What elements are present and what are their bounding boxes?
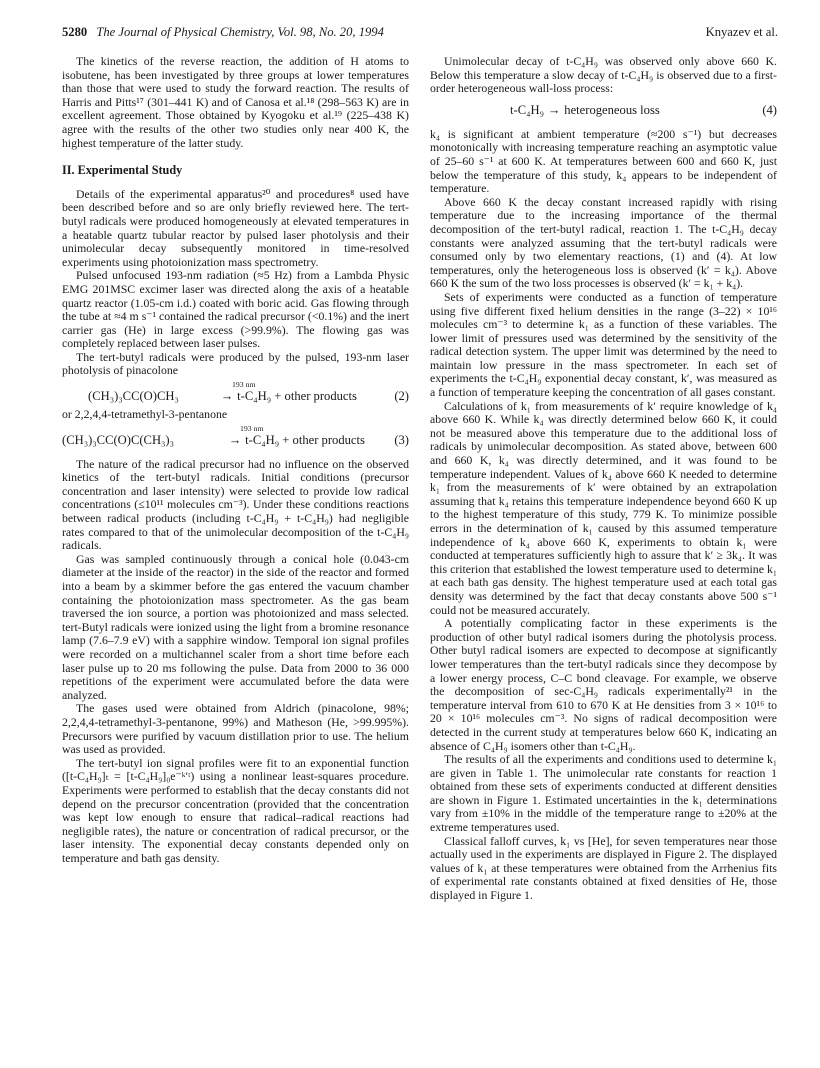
equation-4-rhs: heterogeneous loss <box>564 103 660 118</box>
equation-4-body <box>510 104 660 118</box>
header-left <box>62 24 384 40</box>
paragraph-or: or 2,2,4,4-tetramethyl-3-pentanone <box>62 407 228 422</box>
equation-3-label: 193 nm <box>240 423 264 433</box>
equation-2 <box>62 378 409 408</box>
paragraph-produced: The tert-butyl radicals were produced by the pulsed, 193-nm laser photolysis of pinacolone <box>62 349 409 378</box>
equation-2-number: (2) <box>394 389 409 404</box>
equation-4-lhs: t-C₄H₉ <box>510 103 544 118</box>
equation-3-arrow-rhs <box>228 434 365 448</box>
right-column <box>430 55 777 903</box>
header-authors: Knyazev et al. <box>705 25 778 39</box>
equation-3-lhs: (CH₃)₃CC(O)C(CH₃)₃ <box>62 433 175 448</box>
reaction-arrow-icon: → <box>228 433 242 448</box>
paragraph-nature: The nature of the radical precursor had no influence on the observed kinetics of the tert-butyl radicals. Initial conditions (precursor concentration and laser intensity) were selected to provide low radical concentrations (≤10¹¹ molecules cm⁻³). Under these conditions reactions between radical products (including t-C₄H₉ + t-C₄H₉) had negligible rates compared to that of the unimolecular decomposition of the t-C₄H₉ radicals. <box>62 456 409 553</box>
reaction-arrow-icon: → <box>547 103 561 118</box>
equation-4 <box>430 102 777 122</box>
equation-4-number: (4) <box>762 103 777 118</box>
paragraph-reverse-reaction: The kinetics of the reverse reaction, the addition of H atoms to isobutene, has been investigated by three groups at lower temperatures than those that were used to study the forward reaction. The results of Harris and Pitts¹⁷ (301–441 K) and of Canosa et al.¹⁸ (298–563 K) are in excellent agreement. Those obtained by Kyogoku et al.¹⁹ (225–438 K) agree with the results of the other two studies only near 400 K, the highest temperature of the latter study. <box>62 54 409 150</box>
equation-2-rhs: t-C₄H₉ + other products <box>237 389 357 404</box>
paragraph-details: Details of the experimental apparatus²⁰ and procedures⁸ used have been described before and so are only briefly reviewed here. The tert-butyl radicals were produced homogeneously at elevated temperatures in a heatable quartz tubular reactor by pulsed laser photolysis and their unimolecular decay subsequently monitored in time-resolved experiments using photoionization mass spectrometry. <box>62 186 409 269</box>
equation-3-number: (3) <box>394 433 409 448</box>
left-column <box>62 55 409 865</box>
paragraph-signal-fit: The tert-butyl ion signal profiles were fit to an exponential function ([t-C₄H₉]ₜ = [t-C₄H₉]₀e⁻ᵏ′ᵗ) using a nonlinear least-squares procedure. Experiments were performed to establish that the decay constants did not depend on the precursor concentration (provided that the concentration was kept low enough to ensure that radical–radical reactions had negligible rates), the nature or concentration of radical precursor, or the laser intensity. The exponential decay constants depended only on temperature and bath gas density. <box>62 755 409 865</box>
paragraph-classical: Classical falloff curves, k₁ vs [He], for seven temperatures near those actually used in the experiments are displayed in Figure 2. The displayed values of k₁ at these temperatures were obtained from the Arrhenius fits of experimental rate constants obtained at fixed densities of He, those displayed in Figure 1. <box>430 833 777 903</box>
paragraph-results: The results of all the experiments and conditions used to determine k₁ are given in Table 1. The unimolecular rate constants for reaction 1 obtained from these sets of experiments conducted at different densities are shown in Figure 1. Estimated uncertainties in the k₁ determinations vary from ±10% in the middle of the temperature range to ±20% at the extreme temperatures used. <box>430 752 777 835</box>
section-heading: II. Experimental Study <box>62 163 183 178</box>
paragraph-gas-sampling: Gas was sampled continuously through a conical hole (0.043-cm diameter at the inside of the reactor) in the side of the reactor and formed into a beam by a skimmer before the gas entered the vacuum chamber containing the photoionization mass spectrometer. As the gas beam traversed the ion source, a portion was photoionized and mass selected. tert-Butyl radicals were ionized using the light from a bromine resonance lamp (7.6–7.9 eV) with a sapphire window. Temporal ion signal profiles were recorded on a multichannel scaler from a short time before each laser pulse up to 20 ms following the pulse. Data from 2000 to 36 000 repetitions of the experiment were accumulated before the data were analyzed. <box>62 551 409 702</box>
equation-2-arrow-rhs <box>220 390 357 404</box>
equation-2-lhs: (CH₃)₃CC(O)CH₃ <box>88 389 179 404</box>
paragraph-complicating: A potentially complicating factor in these experiments is the production of other butyl radical isomers during the photolysis process. Other butyl radical isomers are expected to decompose at significantly lower temperatures than the tert-butyl radicals since they decompose by a lower energy process, C–C bond cleavage. For example, we observe the decomposition of sec-C₄H₉ radicals experimentally²¹ in the temperature interval from 610 to 670 K at He densities from 3 × 10¹⁶ to 20 × 10¹⁶ molecules cm⁻³. No signs of radical decomposition were detected in the current study at temperatures below 660 K, indicating an absence of C₄H₉ isomers other than t-C₄H₉. <box>430 616 777 753</box>
paragraph-k4: k₄ is significant at ambient temperature (≈200 s⁻¹) but decreases monotonically with increasing temperature reaching an asymptotic value of 25–60 s⁻¹ at 600 K. At temperatures between 600 and 660 K, just below the temperature of this study, k₄ appears to be independent of temperature. <box>430 126 777 196</box>
paragraph-calculations: Calculations of k₁ from measurements of k′ require knowledge of k₄ above 660 K. While k₄ was directly determined below 660 K, it could not be measured above this temperature due to the additional loss of radicals by unimolecular decomposition. As stated above, between 600 and 660 K, k₄ was directly determined, and it was found to be temperature independent. Values of k₄ above 660 K needed to determine k₁ from the measurements of k′ were obtained by an extrapolation assuming that k₄ retains this temperature independence beyond 660 K up to the highest temperature of this study, 779 K. To minimize possible errors in the determination of k₁ caused by this assumed temperature independence of k₄ above 660 K, experiments to obtain k₁ were conducted at temperatures sufficiently high to assure that k′ ≥ 3k₄. It was this criterion that established the lowest temperature used to determine k₁ at each bath gas density. The highest temperature used at each total gas density was determined by the fact that decay constants above 500 s⁻¹ could not be measured accurately. <box>430 398 777 617</box>
reaction-arrow-icon: → <box>220 389 234 404</box>
paragraph-above-660: Above 660 K the decay constant increased rapidly with rising temperature due to the increasing importance of the thermal decomposition of the tert-butyl radical, reaction 1. The t-C₄H₉ decay constants were analyzed assuming that the tert-butyl radicals were consumed only by two elementary reactions, (1) and (4). At low temperatures, only the heterogeneous loss is observed (k′ = k₄). Above 660 K the sum of the two loss processes is observed (k′ = k₁ + k₄). <box>430 194 777 291</box>
paragraph-sets: Sets of experiments were conducted as a function of temperature using five different fixed helium densities in the range (3–22) × 10¹⁶ molecules cm⁻³ to determine k₁ as a function of these variables. The lower limit of pressures used was determined by the sensitivity of the radical detection system. The upper limit was determined by the need to maintain low pressure in the mass spectrometer. In each set of experiments the t-C₄H₉ exponential decay constant, k′, was measured as a function of temperature keeping the concentration of all gases constant. <box>430 289 777 400</box>
paragraph-gases-used: The gases used were obtained from Aldrich (pinacolone, 98%; 2,2,4,4-tetramethyl-3-pentanone, 99%) and Matheson (He, >99.995%). Precursors were purified by vacuum distillation prior to use. The helium was used as provided. <box>62 701 409 757</box>
page-number: 5280 <box>62 25 88 39</box>
page-header <box>62 24 778 40</box>
equation-3 <box>62 422 409 452</box>
equation-2-label: 193 nm <box>232 380 256 390</box>
equation-3-rhs: t-C₄H₉ + other products <box>245 433 365 448</box>
journal-name: The Journal of Physical Chemistry, Vol. 98, No. 20, 1994 <box>96 25 384 39</box>
paragraph-unimolecular: Unimolecular decay of t-C₄H₉ was observed only above 660 K. Below this temperature a slow decay of t-C₄H₉ is observed due to a first-order heterogeneous wall-loss process: <box>430 54 777 96</box>
paragraph-pulsed-radiation: Pulsed unfocused 193-nm radiation (≈5 Hz) from a Lambda Physic EMG 201MSC excimer laser was directed along the axis of a heatable quartz reactor (1.05-cm i.d.) coated with boric acid. Gas flowing through the tube at ≈4 m s⁻¹ contained the radical precursor (<0.1%) and the inert carrier gas (He) in large excess (>99.9%). The flowing gas was completely replaced between laser pulses. <box>62 268 409 351</box>
